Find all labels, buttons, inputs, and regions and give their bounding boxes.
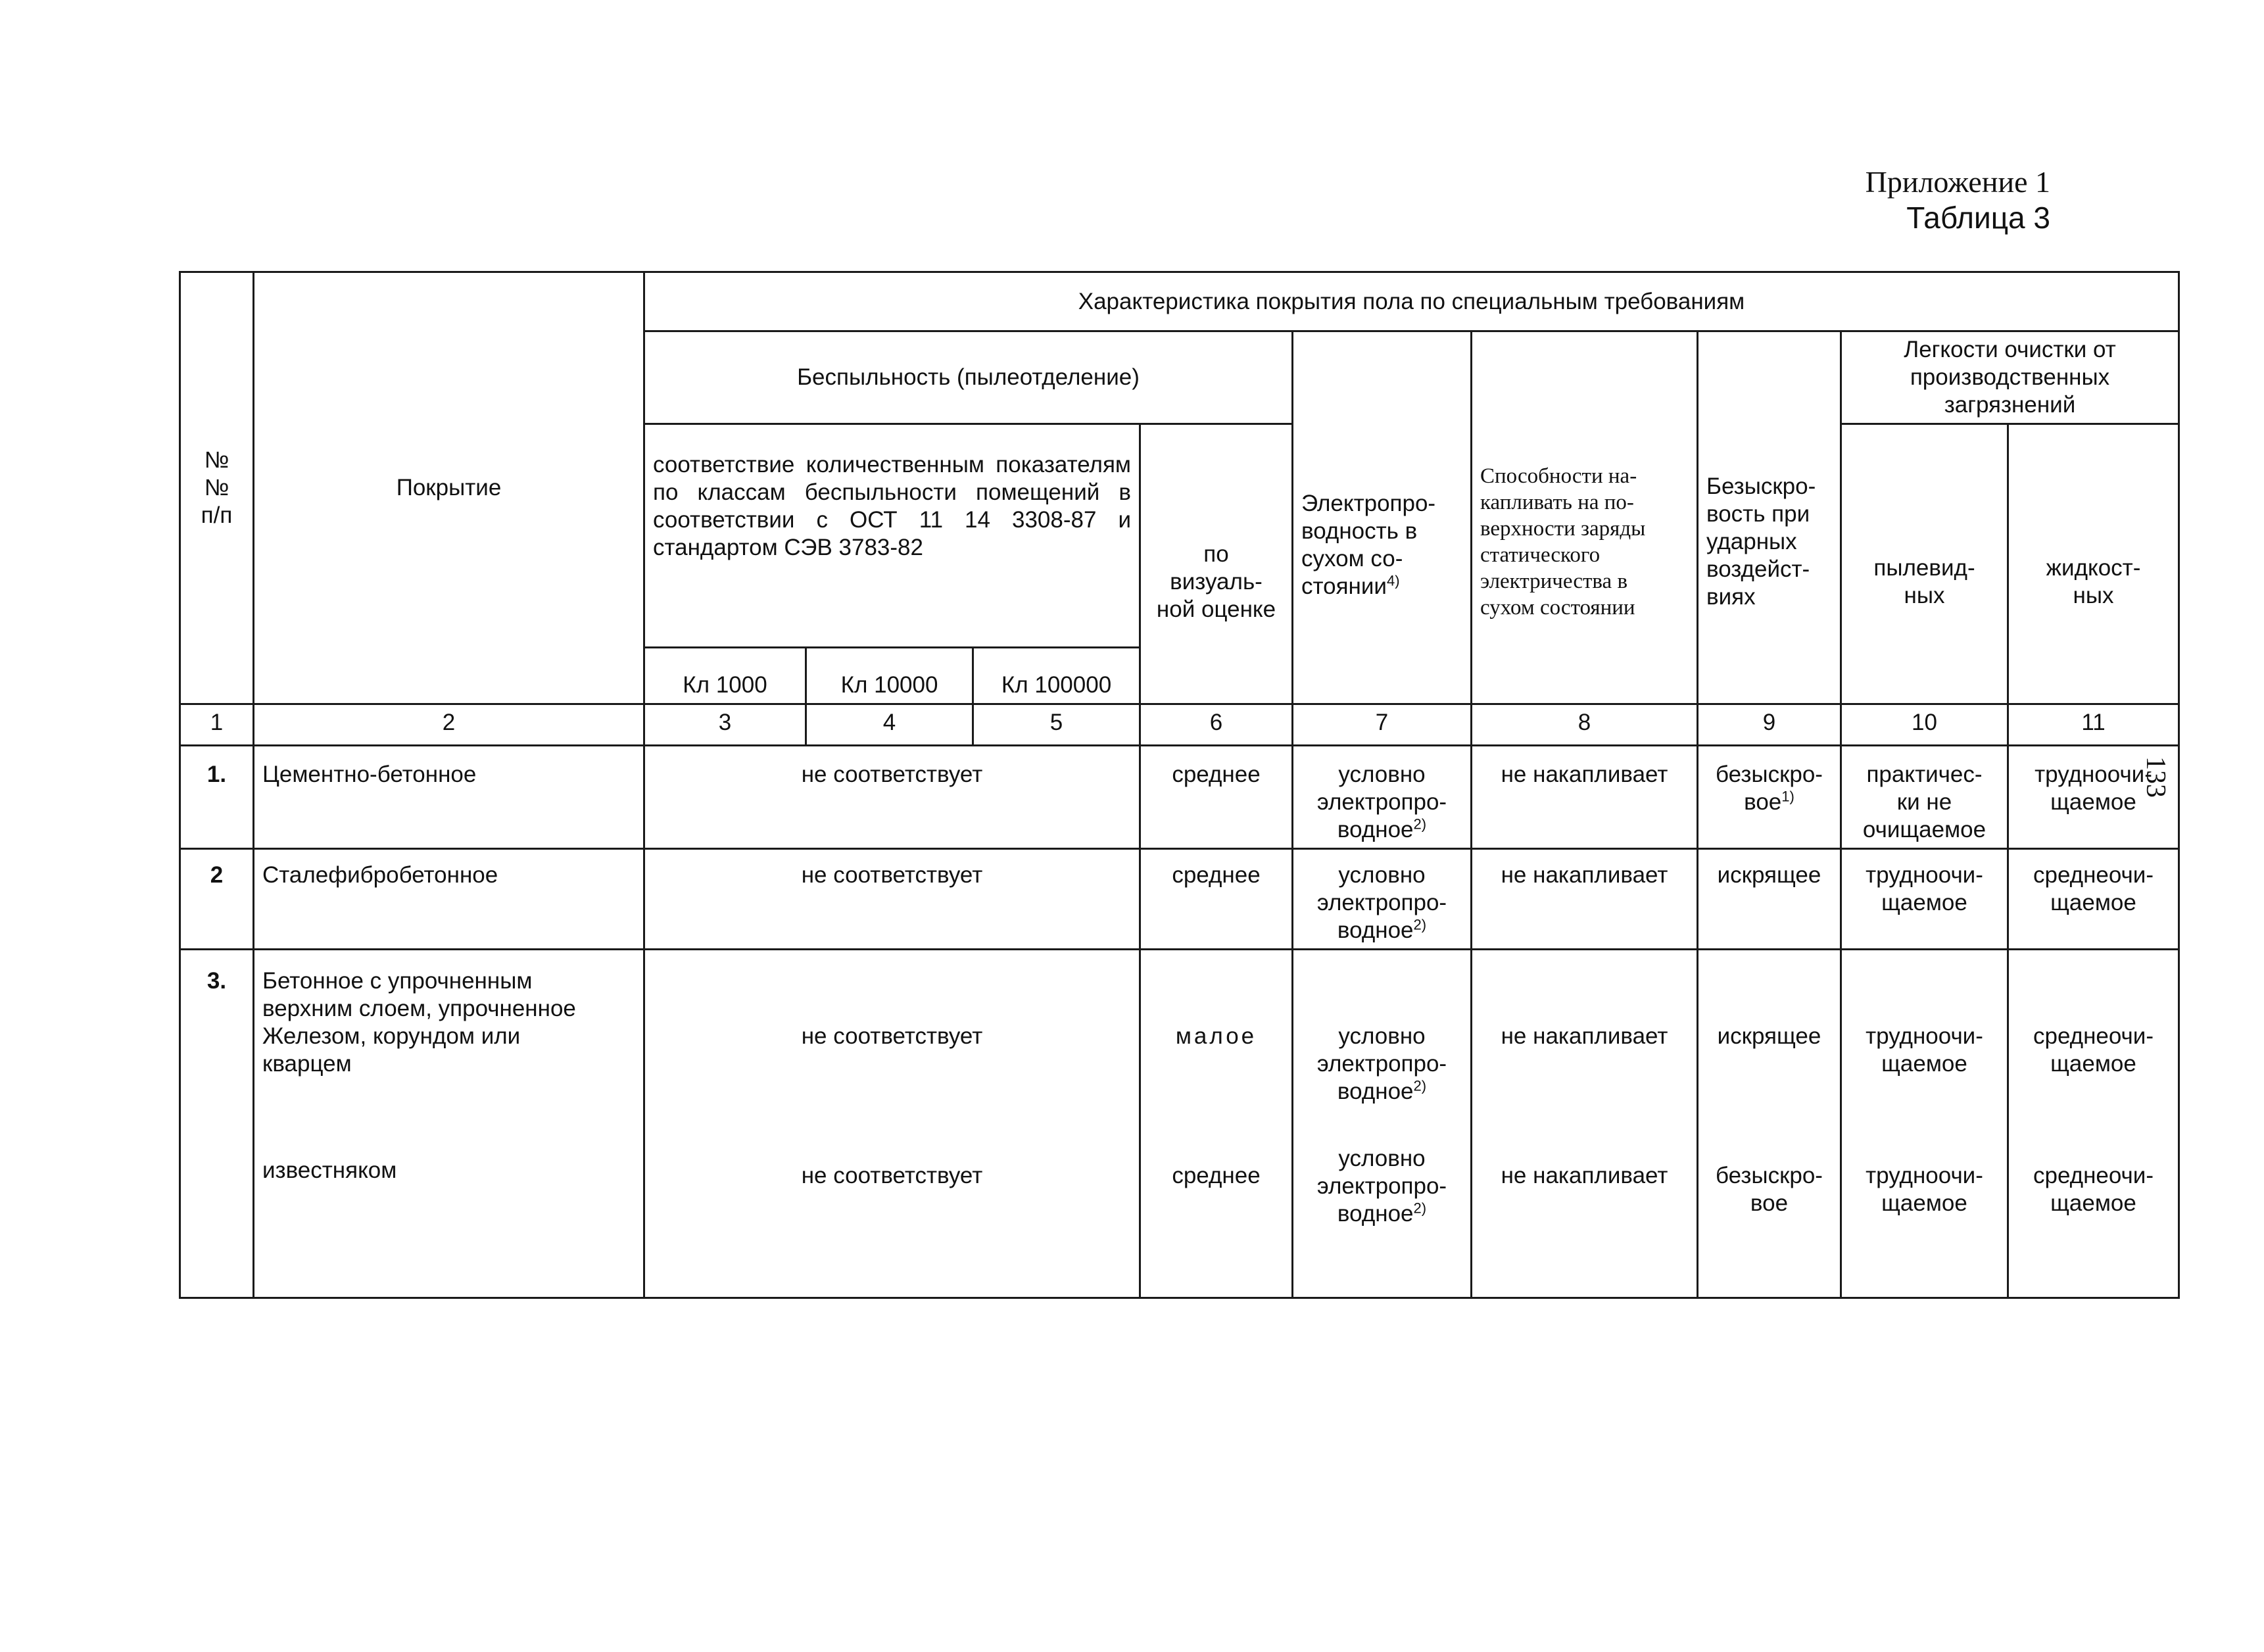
- sparkless-value: [1698, 950, 1841, 1298]
- sparkless-value: искрящее: [1698, 849, 1841, 950]
- header-cell-static-charge: Способности на- капливать на по- верхности заряды статического электричества в сухом состоянии: [1472, 331, 1698, 704]
- conductivity-footnote: 2): [1413, 916, 1427, 933]
- dusty-cleaning-value: трудноочи- щаемое: [1841, 849, 2008, 950]
- conductivity-footnote: 4): [1387, 572, 1400, 589]
- column-number: 10: [1841, 704, 2008, 746]
- dusty-subvalue: трудноочи- щаемое: [1866, 1163, 1983, 1216]
- header-cell-conductivity: [1293, 331, 1472, 704]
- column-number: 8: [1472, 704, 1698, 746]
- dusty-cleaning-value: практичес- ки не очищаемое: [1841, 746, 2008, 849]
- static-value: не накапливает: [1472, 849, 1698, 950]
- visual-value: среднее: [1140, 849, 1293, 950]
- sparkless-value: [1698, 746, 1841, 849]
- column-number: 3: [644, 704, 806, 746]
- column-number: 9: [1698, 704, 1841, 746]
- column-number: 5: [973, 704, 1140, 746]
- column-number: 2: [254, 704, 644, 746]
- static-value: не накапливает: [1472, 746, 1698, 849]
- column-number: 11: [2008, 704, 2179, 746]
- header-cell-sparkless: Безыскро- вость при ударных воздейст- виях: [1698, 331, 1841, 704]
- table-row: [180, 746, 2179, 849]
- page-header: [1866, 164, 2050, 235]
- column-number: 1: [180, 704, 254, 746]
- header-cell-coating: Покрытие: [254, 272, 644, 704]
- column-number-row: [180, 704, 2179, 746]
- table-row: [180, 950, 2179, 1298]
- conductivity-text: условно электропро- водное: [1316, 1023, 1447, 1104]
- row-number: 1.: [180, 746, 254, 849]
- compliance-value: не соответствует: [644, 746, 1140, 849]
- coating-name-intro: Бетонное с упрочненным верхним слоем, упрочненное: [262, 968, 576, 1021]
- compliance-value: не соответствует: [644, 849, 1140, 950]
- conductivity-footnote: 2): [1413, 1077, 1427, 1094]
- table-row: [180, 849, 2179, 950]
- conductivity-value: [1293, 849, 1472, 950]
- header-cell-number: № № п/п: [180, 272, 254, 704]
- static-subvalue: не накапливает: [1501, 1023, 1668, 1049]
- appendix-label: Приложение 1: [1865, 165, 2050, 199]
- coverage-table: [179, 271, 2180, 1299]
- visual-subvalue: малое: [1175, 1023, 1257, 1049]
- sparkless-subvalue: безыскро- вое: [1716, 1163, 1823, 1216]
- table-header-row: [180, 272, 2179, 331]
- coating-subtype-name: Железом, корундом или кварцем: [262, 1023, 521, 1077]
- dusty-cleaning-value: [1841, 950, 2008, 1298]
- liquid-subvalue: среднеочи- щаемое: [2033, 1023, 2154, 1077]
- column-number: 7: [1293, 704, 1472, 746]
- conductivity-footnote: 2): [1413, 815, 1427, 833]
- header-cell-compliance: соответствие количественным показателям по классам беспыльности помещений в соответствии с ОСТ 11 14 3308-87 и стандартом СЭВ 3783-82: [644, 424, 1140, 648]
- conductivity-footnote: 2): [1413, 1200, 1427, 1217]
- sparkless-subvalue: искрящее: [1717, 1023, 1821, 1049]
- header-cell-class-10000: Кл 10000: [806, 648, 973, 704]
- liquid-cleaning-value: среднеочи- щаемое: [2008, 849, 2179, 950]
- header-cell-class-100000: Кл 100000: [973, 648, 1140, 704]
- column-number: 6: [1140, 704, 1293, 746]
- conductivity-text: условно электропро- водное: [1316, 762, 1447, 842]
- column-number: 4: [806, 704, 973, 746]
- sparkless-text: безыскро- вое: [1716, 762, 1823, 815]
- liquid-subvalue: среднеочи- щаемое: [2033, 1163, 2154, 1216]
- page-number: 133: [2140, 756, 2171, 798]
- conductivity-text: условно электропро- водное: [1316, 1146, 1447, 1227]
- visual-subvalue: среднее: [1172, 1163, 1261, 1188]
- conductivity-subvalue: [1301, 1023, 1462, 1105]
- static-subvalue: не накапливает: [1501, 1163, 1668, 1188]
- row-number: 2: [180, 849, 254, 950]
- visual-value: [1140, 950, 1293, 1298]
- header-cell-special-requirements: Характеристика покрытия пола по специальным требованиям: [644, 272, 2179, 331]
- table-title: Таблица 3: [1906, 201, 2050, 235]
- sparkless-footnote: 1): [1781, 788, 1794, 805]
- visual-value: среднее: [1140, 746, 1293, 849]
- coating-name: Сталефибробетонное: [254, 849, 644, 950]
- dusty-subvalue: трудноочи- щаемое: [1866, 1023, 1983, 1077]
- conductivity-value: [1293, 746, 1472, 849]
- static-value: [1472, 950, 1698, 1298]
- compliance-value: [644, 950, 1140, 1298]
- coating-name: Цементно-бетонное: [254, 746, 644, 849]
- conductivity-text: Электропро- водность в сухом со- стоянии: [1301, 491, 1436, 599]
- header-cell-liquid: жидкост- ных: [2008, 424, 2179, 704]
- conductivity-value: [1293, 950, 1472, 1298]
- compliance-subvalue: не соответствует: [801, 1163, 983, 1188]
- coating-subtype-name: известняком: [262, 1157, 397, 1183]
- conductivity-text: условно электропро- водное: [1316, 862, 1447, 943]
- liquid-cleaning-value: трудноочи- щаемое: [2008, 746, 2179, 849]
- coating-name: [254, 950, 644, 1298]
- compliance-subvalue: не соответствует: [801, 1023, 983, 1049]
- header-cell-dustless: Беспыльность (пылеотделение): [644, 331, 1293, 424]
- liquid-cleaning-value: [2008, 950, 2179, 1298]
- header-cell-visual: по визуаль- ной оценке: [1140, 424, 1293, 704]
- conductivity-subvalue: [1301, 1145, 1462, 1228]
- header-cell-dusty: пылевид- ных: [1841, 424, 2008, 704]
- header-cell-cleaning: Легкости очистки от производственных загрязнений: [1841, 331, 2179, 424]
- header-cell-class-1000: Кл 1000: [644, 648, 806, 704]
- row-number: 3.: [180, 950, 254, 1298]
